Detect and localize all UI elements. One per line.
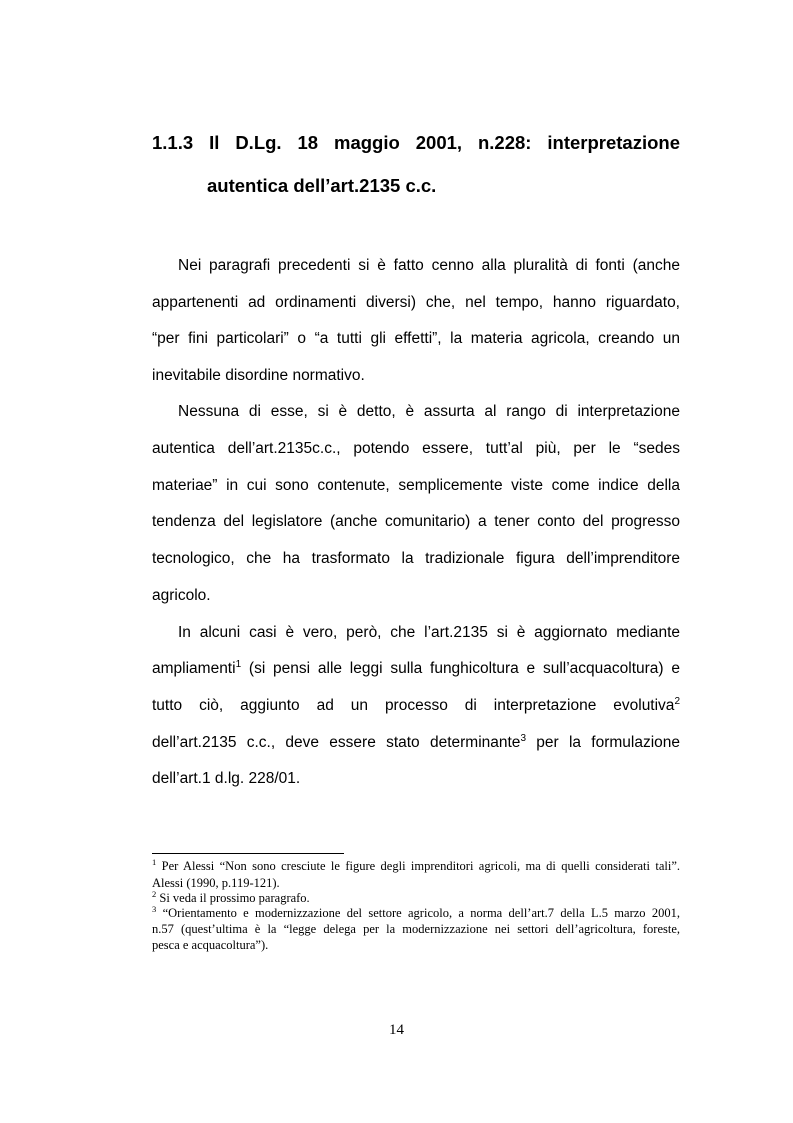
footnote-2 xyxy=(152,891,680,906)
footnote-ref-3: 3 xyxy=(520,733,526,744)
paragraph-2-line: Nessuna di esse, si è detto, è assurta al rango di interpretazione xyxy=(178,403,680,420)
paragraph-3-line xyxy=(152,733,680,753)
paragraph-2-line: tendenza del legislatore (anche comunitario) a tener conto del progresso xyxy=(152,513,680,530)
paragraph-3-text: dell’art.2135 c.c., deve essere stato determinante xyxy=(152,734,521,751)
footnote-text: “Orientamento e modernizzazione del settore agricolo, a norma dell’art.7 della L.5 marzo 2001, xyxy=(156,906,680,920)
footnote-1-continued: Alessi (1990, p.119-121). xyxy=(152,876,280,890)
paragraph-1-line: appartenenti ad ordinamenti diversi) che, nel tempo, hanno riguardato, xyxy=(152,294,680,311)
footnote-number: 3 xyxy=(152,904,157,914)
footnote-number: 1 xyxy=(152,857,157,867)
paragraph-3-text: (si pensi alle leggi sulla funghicoltura e sull’acquacoltura) e xyxy=(241,660,680,677)
paragraph-3-text: ampliamenti xyxy=(152,660,236,677)
footnote-text: Si veda il prossimo paragrafo. xyxy=(156,891,310,905)
paragraph-2-line: agricolo. xyxy=(152,587,211,604)
footnote-3-continued: n.57 (quest’ultima è la “legge delega per la modernizzazione nei settori dell’agricoltura, foreste, xyxy=(152,922,680,936)
page-number: 14 xyxy=(389,1022,404,1038)
paragraph-3-text: tutto ciò, aggiunto ad un processo di interpretazione evolutiva xyxy=(152,697,675,714)
paragraph-1-line: inevitabile disordine normativo. xyxy=(152,367,365,384)
paragraph-3-line xyxy=(152,659,680,679)
footnote-text: Per Alessi “Non sono cresciute le figure degli imprenditori agricoli, ma di quelli considerati tali”. xyxy=(156,859,680,873)
paragraph-3-line xyxy=(152,696,680,716)
footnote-ref-1: 1 xyxy=(235,659,242,670)
paragraph-1-line: Nei paragrafi precedenti si è fatto cenno alla pluralità di fonti (anche xyxy=(178,257,680,274)
section-heading: 1.1.3 Il D.Lg. 18 maggio 2001, n.228: interpretazione xyxy=(152,132,680,153)
paragraph-2-line: autentica dell’art.2135c.c., potendo essere, tutt’al più, per le “sedes xyxy=(152,440,680,457)
paragraph-3-line: dell’art.1 d.lg. 228/01. xyxy=(152,770,301,787)
paragraph-3-line: In alcuni casi è vero, però, che l’art.2135 si è aggiornato mediante xyxy=(178,624,680,641)
paragraph-1-line: “per fini particolari” o “a tutti gli effetti”, la materia agricola, creando un xyxy=(152,330,680,347)
footnote-1 xyxy=(152,859,680,874)
footnote-separator xyxy=(152,853,344,854)
footnote-3-continued: pesca e acquacoltura”). xyxy=(152,938,269,952)
footnote-number: 2 xyxy=(152,889,157,899)
paragraph-2-line: materiae” in cui sono contenute, semplicemente viste come indice della xyxy=(152,477,680,494)
paragraph-3-text: per la formulazione xyxy=(526,734,681,751)
footnote-3 xyxy=(152,906,680,921)
section-heading-continued: autentica dell’art.2135 c.c. xyxy=(207,175,437,196)
footnote-ref-2: 2 xyxy=(674,696,680,707)
paragraph-2-line: tecnologico, che ha trasformato la tradizionale figura dell’imprenditore xyxy=(152,550,680,567)
